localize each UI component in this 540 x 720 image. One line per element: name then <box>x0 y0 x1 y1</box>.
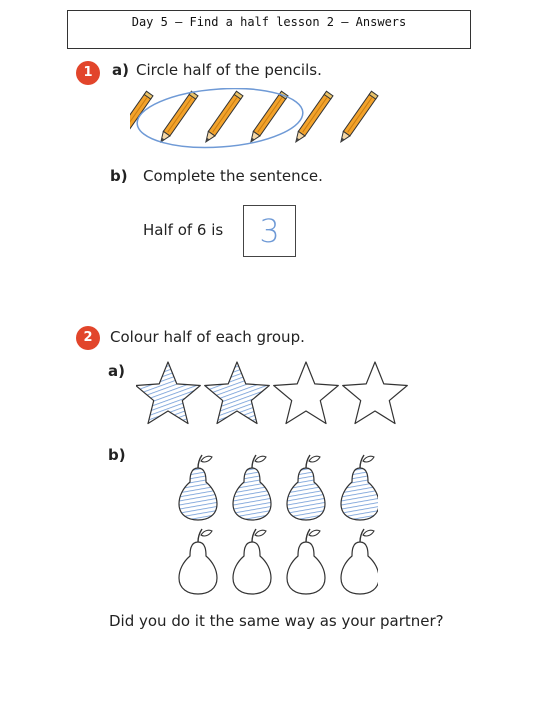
q1a-label: a) <box>112 61 129 79</box>
answer-box: 3 <box>243 205 296 257</box>
star-group <box>136 362 407 424</box>
q2-prompt: Colour half of each group. <box>110 328 305 346</box>
pencil <box>248 91 288 144</box>
pear-group <box>179 455 378 594</box>
q1b-prompt: Complete the sentence. <box>143 167 323 185</box>
pencil <box>293 91 333 144</box>
pear-coloured <box>341 455 378 520</box>
footer-question: Did you do it the same way as your partner? <box>109 612 444 630</box>
pencils-area <box>130 88 430 160</box>
pencil <box>203 91 243 144</box>
pencil <box>130 91 153 144</box>
pear-uncoloured <box>341 529 378 594</box>
star-uncoloured <box>274 362 339 424</box>
title-box <box>67 10 471 49</box>
star-uncoloured <box>343 362 408 424</box>
pears-area <box>168 446 378 596</box>
pencil <box>158 91 198 144</box>
pencil <box>338 91 378 144</box>
question-1-badge: 1 <box>76 61 100 85</box>
star-coloured <box>136 362 200 424</box>
pear-uncoloured <box>287 529 325 594</box>
stars-area <box>136 356 416 428</box>
q2a-label: a) <box>108 362 125 380</box>
pear-uncoloured <box>179 529 217 594</box>
q2b-label: b) <box>108 446 126 464</box>
pear-coloured <box>233 455 271 520</box>
pear-coloured <box>287 455 325 520</box>
question-2-badge: 2 <box>76 326 100 350</box>
page-title: Day 5 – Find a half lesson 2 – Answers <box>131 15 407 29</box>
q1a-prompt: Circle half of the pencils. <box>136 61 322 79</box>
pear-coloured <box>179 455 217 520</box>
sentence-text: Half of 6 is <box>143 221 224 239</box>
q1b-label: b) <box>110 167 128 185</box>
star-coloured <box>205 362 270 424</box>
pear-uncoloured <box>233 529 271 594</box>
